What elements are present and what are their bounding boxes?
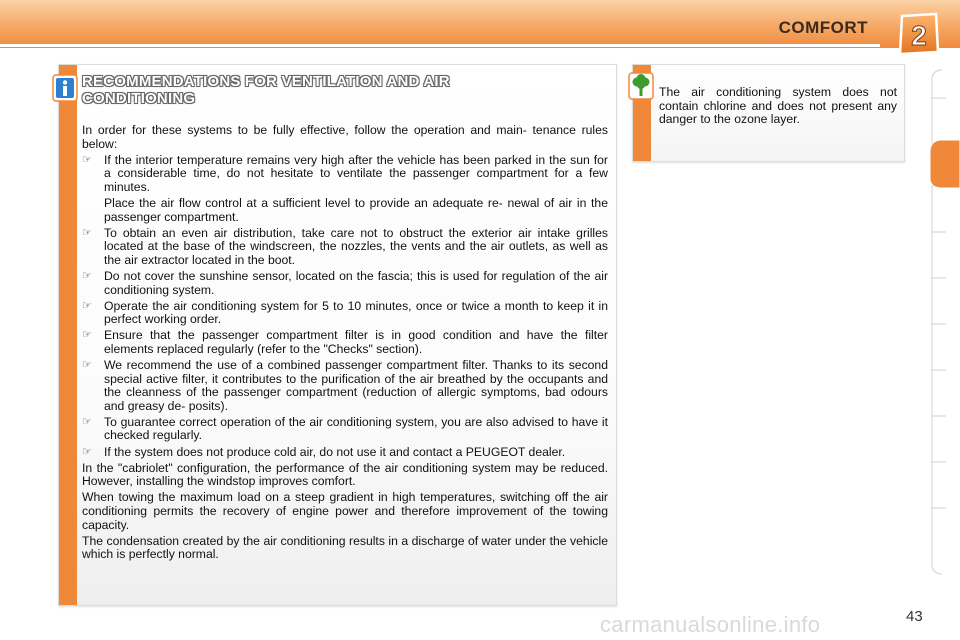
panel-title-line-2: CONDITIONING <box>82 90 196 107</box>
pointing-hand-icon: ☞ <box>82 153 92 166</box>
list-item <box>82 359 608 413</box>
list-item-text: If the system does not produce cold air, do not use it and contact a PEUGEOT dealer. <box>104 444 566 459</box>
pointing-hand-icon: ☞ <box>82 445 92 458</box>
chapter-tabs <box>928 68 960 576</box>
towing-paragraph: When towing the maximum load on a steep gradient in high temperatures, switching off the air conditioning permits the recovery of engine power and therefore improvement of the towing capacity. <box>82 490 608 532</box>
pointing-hand-icon: ☞ <box>82 299 92 312</box>
list-item <box>82 270 608 297</box>
environment-text: The air conditioning system does not contain chlorine and does not present any danger to the ozone layer. <box>659 85 897 127</box>
chapter-badge <box>896 12 940 56</box>
pointing-hand-icon: ☞ <box>82 226 92 239</box>
list-item-text: To guarantee correct operation of the air conditioning system, you are also advised to have it checked regularly. <box>104 414 608 443</box>
pointing-hand-icon: ☞ <box>82 329 92 342</box>
info-icon <box>52 74 78 102</box>
active-chapter-tab <box>930 140 960 188</box>
list-item <box>82 227 608 268</box>
watermark: carmanualsonline.info <box>600 612 821 637</box>
panel-accent-bar <box>59 65 77 605</box>
condensation-paragraph: The condensation created by the air conditioning results in a discharge of water under the vehicle which is perfectly normal. <box>82 533 608 562</box>
recommendations-list <box>82 154 608 195</box>
page-number: 43 <box>906 608 923 625</box>
pointing-hand-icon: ☞ <box>82 359 92 371</box>
pointing-hand-icon: ☞ <box>82 269 92 282</box>
tree-icon <box>628 72 654 100</box>
chapter-number: 2 <box>911 20 927 51</box>
list-item-text: Do not cover the sunshine sensor, located on the fascia; this is used for regulation of the air conditioning system. <box>104 268 608 297</box>
list-item <box>82 154 608 195</box>
list-item-text: To obtain an even air distribution, take care not to obstruct the exterior air intake grilles located at the base of the windscreen, the nozzles, the vents and the air outlets, as well as the air extractor located in the boot. <box>104 225 608 267</box>
list-item-continuation: Place the air flow control at a sufficient level to provide an adequate re- newal of air in the passenger compartment. <box>104 195 608 224</box>
cabriolet-paragraph: In the "cabriolet" configuration, the performance of the air conditioning system may be reduced. However, installing the windstop improves comfort. <box>82 460 608 489</box>
panel-title-line-1: RECOMMENDATIONS FOR VENTILATION AND AIR <box>82 73 450 90</box>
list-item <box>82 300 608 327</box>
panel-title <box>82 73 602 107</box>
list-item-text: Ensure that the passenger compartment filter is in good condition and have the filter elements replaced regularly (refer to the "Checks" section). <box>104 328 608 356</box>
pointing-hand-icon: ☞ <box>82 415 92 428</box>
intro-paragraph: In order for these systems to be fully effective, follow the operation and main- tenance rules below: <box>82 123 608 151</box>
list-item <box>82 446 608 460</box>
list-item-text: Operate the air conditioning system for 5 to 10 minutes, once or twice a month to keep it in perfect working order. <box>104 298 608 327</box>
list-item-text: We recommend the use of a combined passenger compartment filter. Thanks to its second special active filter, it contributes to the purification of the air breathed by the occupants and the cleanness of the passenger compartment (reduction of allergic symptoms, bad odours and greasy de- posits). <box>104 358 608 413</box>
header-divider <box>0 44 880 47</box>
recommendations-text <box>82 124 608 564</box>
recommendations-list-cont <box>82 227 608 460</box>
list-item <box>82 329 608 356</box>
section-title: COMFORT <box>778 18 868 37</box>
list-item-text: If the interior temperature remains very high after the vehicle has been parked in the sun for a considerable time, do not hesitate to ventilate the passenger compartment for a few minutes. <box>104 152 608 194</box>
list-item <box>82 416 608 443</box>
